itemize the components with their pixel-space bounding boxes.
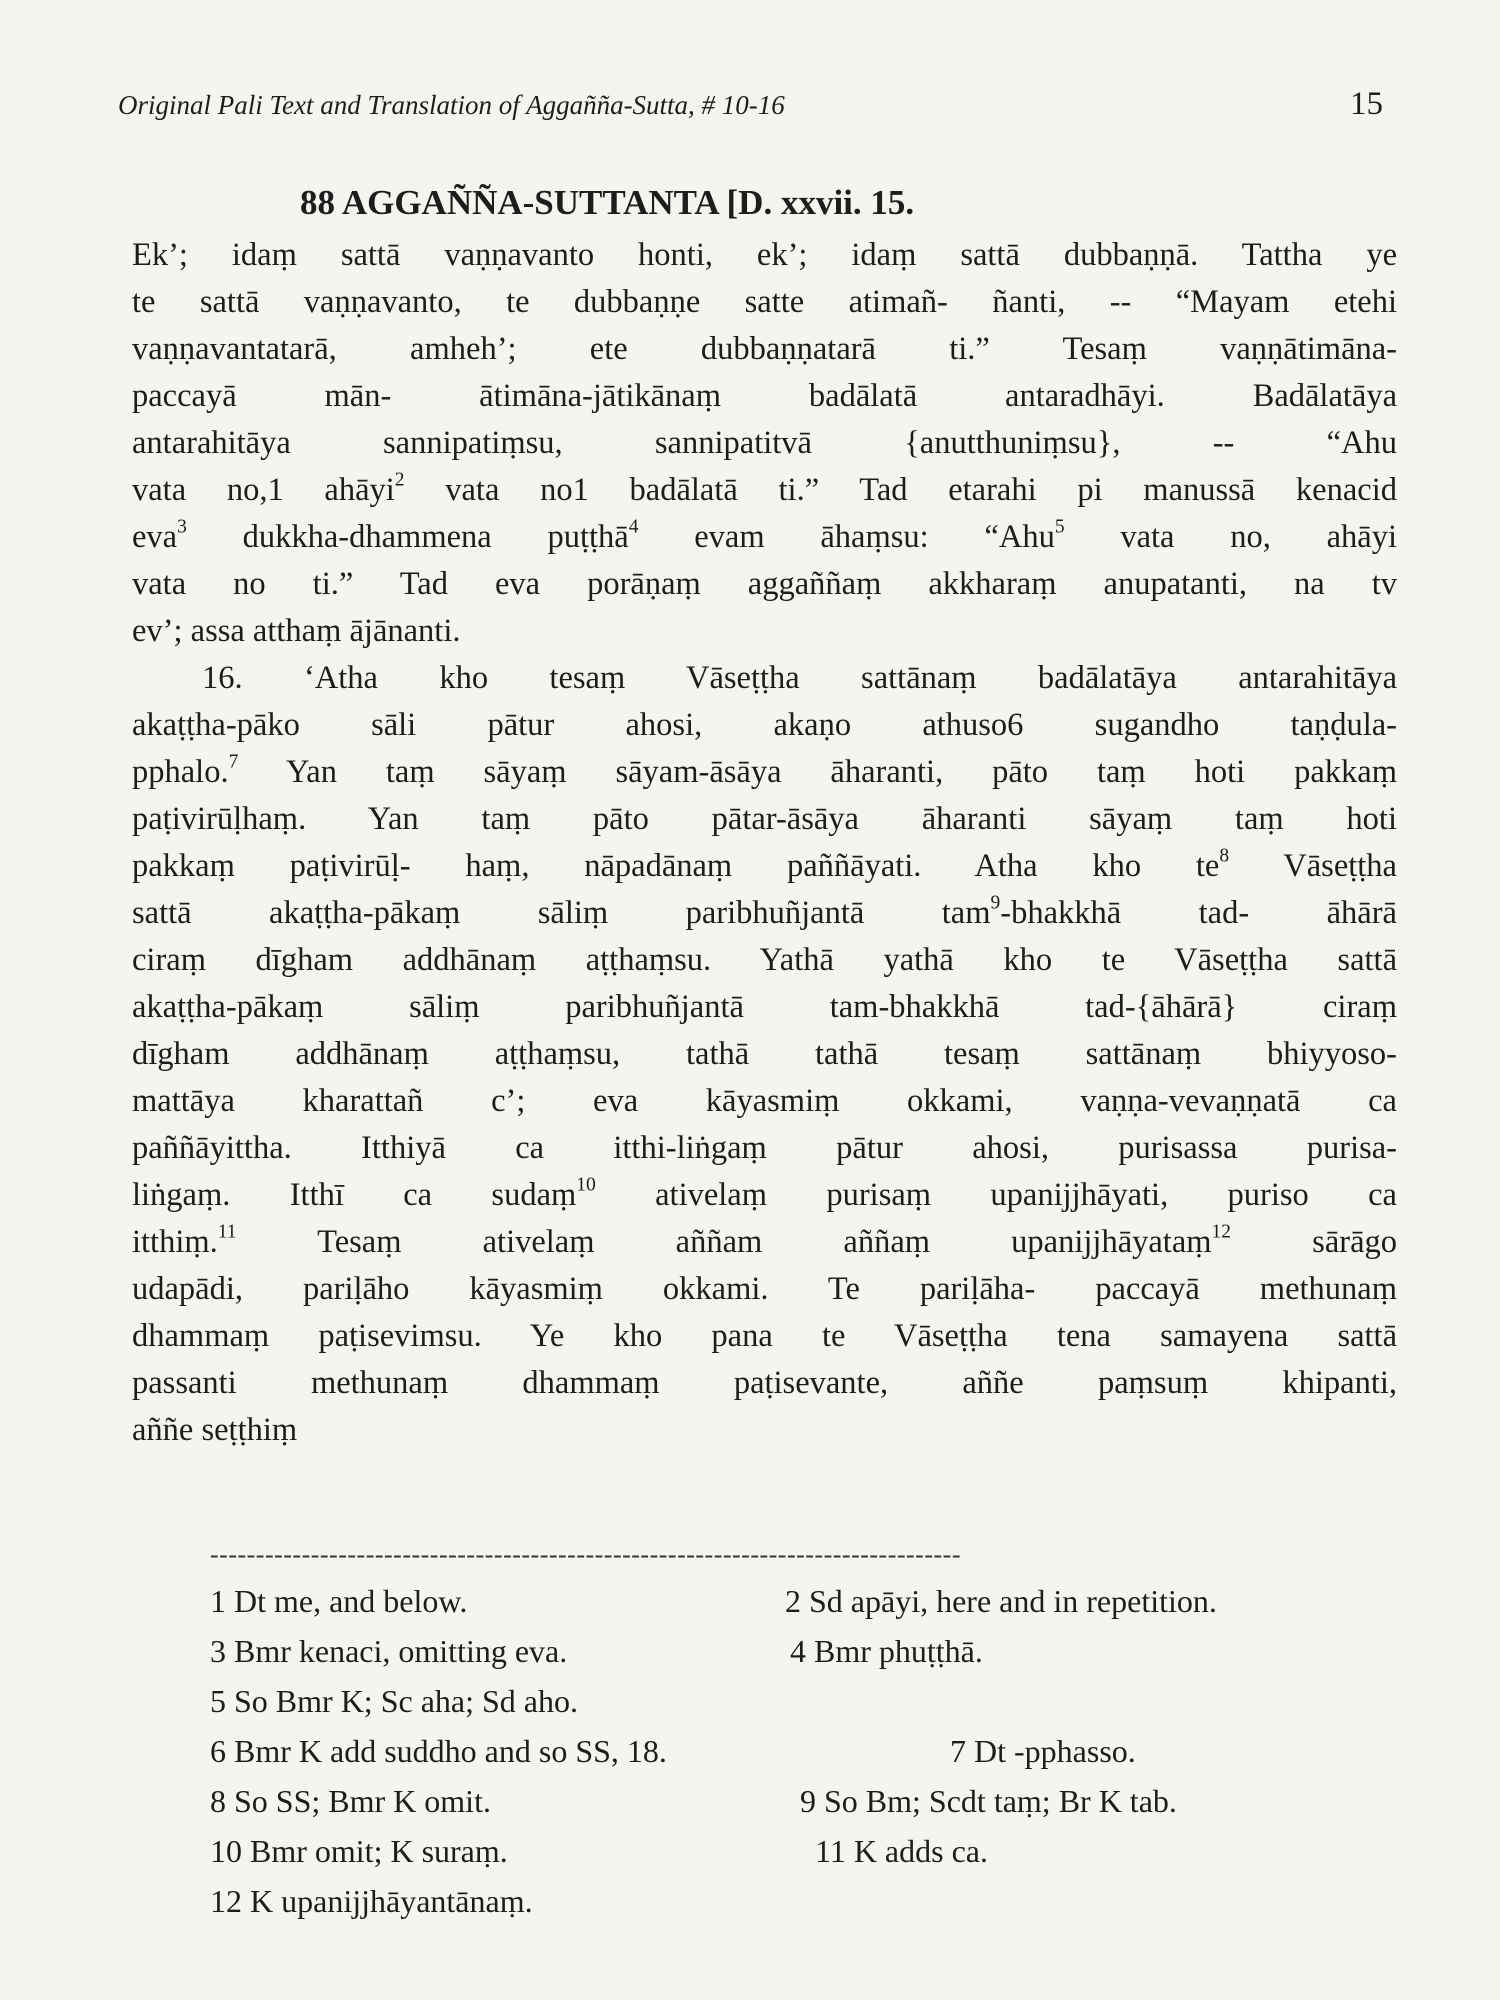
text-line: ciraṃ dīgham addhānaṃ aṭṭhaṃsu. Yathā yathā kho te Vāseṭṭha sattā: [132, 942, 1397, 978]
text-segment: liṅgaṃ. Itthī ca sudaṃ: [132, 1177, 577, 1213]
text-line: vaṇṇavantatarā, amheh’; ete dubbaṇṇatarā ti.” Tesaṃ vaṇṇātimāna-: [132, 331, 1397, 367]
text-line: akaṭṭha-pāko sāli pātur ahosi, akaṇo athuso6 sugandho taṇḍula-: [132, 707, 1397, 743]
text-segment: -bhakkhā tad- āhārā: [1000, 895, 1397, 931]
footnote-ref: 3: [177, 516, 187, 538]
text-segment: Tesaṃ ativelaṃ aññam aññaṃ upanijjhāyataṃ: [236, 1224, 1212, 1260]
text-line: mattāya kharattañ c’; eva kāyasmiṃ okkami, vaṇṇa-vevaṇṇatā ca: [132, 1083, 1397, 1119]
text-line: [132, 514, 1397, 561]
footnote-ref: 11: [217, 1221, 237, 1243]
text-line: [132, 890, 1397, 937]
text-segment: vata no1 badālatā ti.” Tad etarahi pi manussā kenacid: [404, 472, 1397, 508]
section-heading: 88 AGGAÑÑA-SUTTANTA [D. xxvii. 15.: [300, 183, 915, 222]
text-segment: vata no,1 ahāyi: [132, 472, 395, 508]
text-segment: sārāgo: [1231, 1224, 1397, 1260]
footnote-separator: ----------------------------------------------------------------------------------: [210, 1540, 961, 1569]
text-line: [132, 1219, 1397, 1266]
text-segment: pakkaṃ paṭivirūḷ- haṃ, nāpadānaṃ paññāyati. Atha kho te: [132, 848, 1220, 884]
text-line: dīgham addhānaṃ aṭṭhaṃsu, tathā tathā tesaṃ sattānaṃ bhiyyoso-: [132, 1036, 1397, 1072]
text-line: antarahitāya sannipatiṃsu, sannipatitvā {anutthuniṃsu}, -- “Ahu: [132, 425, 1397, 461]
text-line: paccayā mān- ātimāna-jātikānaṃ badālatā antaradhāyi. Badālatāya: [132, 378, 1397, 414]
footnote: 1 Dt me, and below.: [210, 1583, 468, 1619]
text-line: vata no ti.” Tad eva porāṇaṃ aggaññaṃ akkharaṃ anupatanti, na tv: [132, 566, 1397, 602]
text-segment: vata no, ahāyi: [1064, 519, 1397, 555]
footnote: 2 Sd apāyi, here and in repetition.: [785, 1583, 1217, 1619]
text-line: akaṭṭha-pākaṃ sāliṃ paribhuñjantā tam-bhakkhā tad-{āhārā} ciraṃ: [132, 989, 1397, 1025]
text-line: aññe seṭṭhiṃ: [132, 1412, 298, 1448]
running-title: Original Pali Text and Translation of Aggañña-Sutta, # 10-16: [118, 90, 785, 120]
text-line: udapādi, pariḷāho kāyasmiṃ okkami. Te pariḷāha- paccayā methunaṃ: [132, 1271, 1397, 1307]
footnote-ref: 8: [1219, 845, 1230, 867]
text-segment: itthiṃ.: [132, 1224, 218, 1260]
text-line: dhammaṃ paṭisevimsu. Ye kho pana te Vāseṭṭha tena samayena sattā: [132, 1318, 1397, 1354]
footnote-ref: 4: [628, 516, 639, 538]
text-segment: eva: [132, 519, 178, 555]
text-line: [132, 467, 1397, 514]
text-segment: dukkha-dhammena puṭṭhā: [186, 519, 629, 555]
footnote: 10 Bmr omit; K suraṃ.: [210, 1833, 508, 1869]
footnote-ref: 7: [228, 751, 239, 773]
text-segment: Yan taṃ sāyaṃ sāyam-āsāya āharanti, pāto taṃ hoti pakkaṃ: [238, 754, 1397, 790]
footnote: 9 So Bm; Scdt taṃ; Br K tab.: [800, 1783, 1177, 1819]
footnote: 12 K upanijjhāyantānaṃ.: [210, 1883, 533, 1919]
pali-text-body: [132, 232, 1397, 1454]
footnote-ref: 9: [990, 892, 1001, 914]
footnote: 3 Bmr kenaci, omitting eva.: [210, 1633, 568, 1669]
page-number: 15: [1350, 86, 1383, 122]
text-segment: sattā akaṭṭha-pākaṃ sāliṃ paribhuñjantā tam: [132, 895, 991, 931]
text-line: paññāyittha. Itthiyā ca itthi-liṅgaṃ pātur ahosi, purisassa purisa-: [132, 1130, 1397, 1166]
footnote-ref: 10: [576, 1174, 596, 1196]
footnote: 4 Bmr phuṭṭhā.: [790, 1633, 983, 1669]
text-segment: Vāseṭṭha: [1229, 848, 1397, 884]
text-line: paṭivirūḷhaṃ. Yan taṃ pāto pātar-āsāya āharanti sāyaṃ taṃ hoti: [132, 801, 1397, 837]
text-line: passanti methunaṃ dhammaṃ paṭisevante, aññe paṃsuṃ khipanti,: [132, 1365, 1397, 1401]
text-line: [132, 843, 1397, 890]
text-line: [132, 1172, 1397, 1219]
footnote-ref: 5: [1054, 516, 1065, 538]
footnote: 7 Dt -pphasso.: [950, 1733, 1136, 1769]
footnote: 5 So Bmr K; Sc aha; Sd aho.: [210, 1683, 578, 1719]
text-line: te sattā vaṇṇavanto, te dubbaṇṇe satte atimañ- ñanti, -- “Mayam etehi: [132, 284, 1397, 320]
footnote: 8 So SS; Bmr K omit.: [210, 1783, 491, 1819]
text-segment: evam āhaṃsu: “Ahu: [638, 519, 1055, 555]
text-segment: ativelaṃ purisaṃ upanijjhāyati, puriso ca: [595, 1177, 1397, 1213]
footnote-ref: 2: [394, 469, 405, 491]
running-head: [118, 86, 1383, 123]
text-line: [132, 749, 1397, 796]
text-line: Ek’; idaṃ sattā vaṇṇavanto honti, ek’; idaṃ sattā dubbaṇṇā. Tattha ye: [132, 237, 1397, 273]
footnote: 11 K adds ca.: [815, 1833, 988, 1869]
text-segment: pphalo.: [132, 754, 229, 790]
footnote-ref: 12: [1211, 1221, 1232, 1243]
text-line: 16. ‘Atha kho tesaṃ Vāseṭṭha sattānaṃ badālatāya antarahitāya: [202, 660, 1397, 696]
footnote: 6 Bmr K add suddho and so SS, 18.: [210, 1733, 667, 1769]
text-line: ev’; assa atthaṃ ājānanti.: [132, 613, 461, 649]
